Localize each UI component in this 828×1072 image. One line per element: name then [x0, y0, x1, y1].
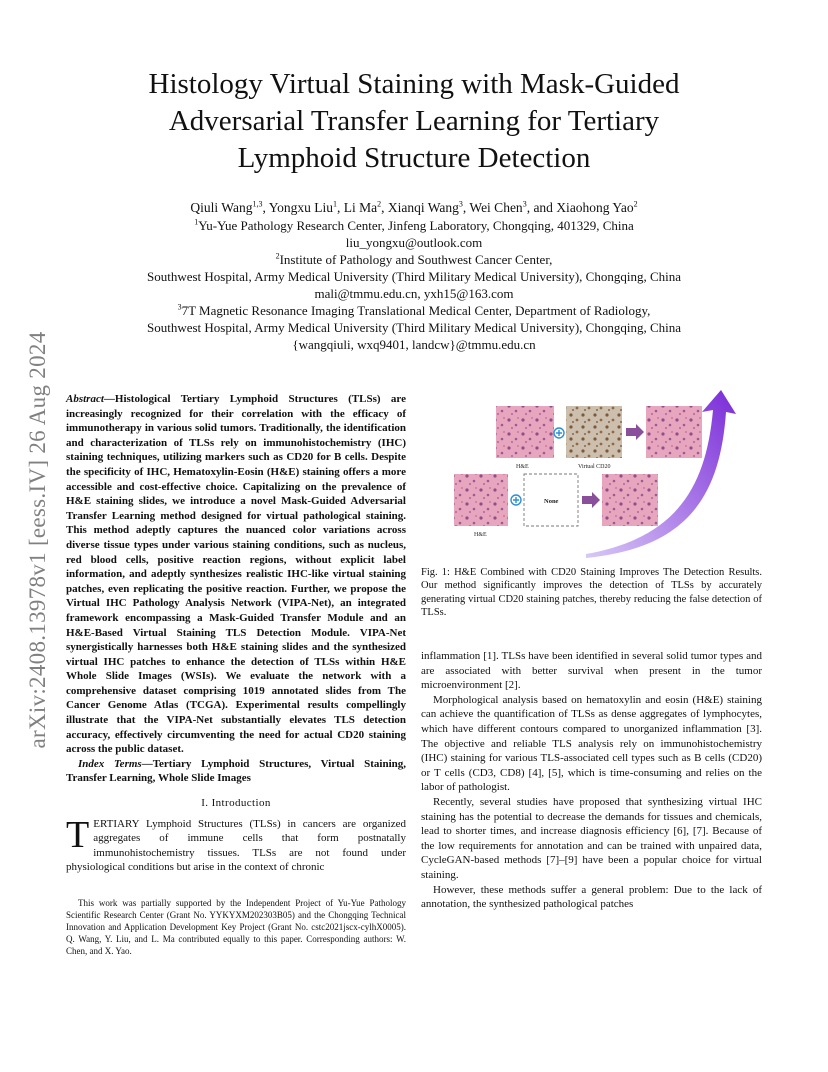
author-affiliation-mark: 3: [522, 199, 527, 209]
body-paragraph: Recently, several studies have proposed that synthesizing virtual IHC staining has the potential to decrease the demands for tissues and chemicals, lead to shorter times, and increase diagnosis efficiency [6], [7]. Because of the low requirements for annotation and can be trained with unpaired data, CycleGAN-based methods [7]–[9] have been a popular choice for virtual staining.: [421, 795, 762, 881]
section-heading-introduction: I. Introduction: [201, 797, 271, 810]
virtual-cd20-patch: [566, 406, 622, 458]
author-affiliation-mark: 1: [332, 199, 337, 209]
right-column: [421, 649, 762, 912]
he-patch-bottom: [454, 474, 508, 526]
figure-label: H&E: [516, 464, 529, 470]
author-name: Qiuli Wang: [190, 200, 253, 215]
email-line: liu_yongxu@outlook.com: [345, 235, 483, 250]
arxiv-side-stamp: [8, 300, 68, 780]
index-terms: [66, 757, 406, 786]
author-name: Xiaohong Yao: [556, 200, 634, 215]
author-name: Yongxu Liu: [268, 200, 333, 215]
arrow-icon: [582, 492, 600, 508]
figure-1-graphic: [436, 388, 766, 558]
title-line: Lymphoid Structure Detection: [237, 142, 591, 174]
affiliation-line: $^1$Yu-Yue Pathology Research Center, Jinfeng Laboratory, Chongqing, 401329, China: [194, 217, 634, 233]
title-line: Histology Virtual Staining with Mask-Guided: [148, 68, 680, 100]
drop-cap: T: [66, 813, 90, 856]
email-line: {wangqiuli, wxq9401, landcw}@tmmu.edu.cn: [292, 337, 536, 352]
author-name: Li Ma: [343, 200, 378, 215]
result-patch-top: [646, 406, 702, 458]
author-affiliation-mark: 2: [633, 199, 638, 209]
intro-paragraph: [66, 813, 406, 875]
body-paragraph: inflammation [1]. TLSs have been identified in several solid tumor types and are associated with better survival when present in the tumor microenvironment [2].: [421, 650, 762, 692]
figure-1: [436, 388, 766, 558]
author-name: Wei Chen: [469, 200, 523, 215]
author-list: Qiuli Wang$^{1,3}$, Yongxu Liu$^1$, Li Ma$^2$, Xianqi Wang$^3$, Wei Chen$^3$, and Xiaohong Yao$^2$: [190, 199, 638, 215]
arrow-icon: [626, 424, 644, 440]
figure-1-caption: Fig. 1: H&E Combined with CD20 Staining Improves The Detection Results. Our method significantly improves the detection of TLSs by accurately generating virtual CD20 staining patches, thereby reducing the false detection of TLSs.: [421, 567, 762, 619]
left-column: [66, 392, 406, 957]
affiliation-line: Southwest Hospital, Army Medical University (Third Military Medical University), Chongqing, China: [146, 320, 681, 335]
body-paragraph: However, these methods suffer a general problem: Due to the lack of annotation, the synthesized pathological patches: [421, 883, 762, 911]
arxiv-identifier: arXiv:2408.13978v1 [eess.IV] 26 Aug 2024: [25, 331, 50, 749]
index-terms-text: —Tertiary Lymphoid Structures, Virtual Staining, Transfer Learning, Whole Slide Images: [66, 757, 406, 785]
author-affiliation-mark: 1,3: [252, 199, 263, 209]
funding-footnote: This work was partially supported by the Independent Project of Yu-Yue Pathology Scientific Research Center (Grant No. YYKYXM202303B05) and the Chongqing Technical Innovation and Application Development Key Project (Grant No. cstc2021jscx-cylhX0005). Q. Wang, Y. Liu, and L. Ma contributed equally to this paper. Corresponding authors: W. Chen, and X. Yao.: [66, 898, 406, 956]
affiliation-line: Southwest Hospital, Army Medical University (Third Military Medical University), Chongqing, China: [146, 269, 681, 284]
author-block: [100, 199, 728, 353]
affiliation-line: $^2$Institute of Pathology and Southwest Cancer Center,: [275, 251, 553, 267]
figure-label: H&E: [474, 532, 487, 538]
email-line: mali@tmmu.edu.cn, yxh15@163.com: [314, 286, 514, 301]
figure-label: None: [544, 498, 559, 505]
index-terms-label: Index Terms: [78, 757, 142, 770]
affiliation-line: $^3$7T Magnetic Resonance Imaging Translational Medical Center, Department of Radiology,: [177, 302, 651, 318]
figure-label: Virtual CD20: [578, 464, 611, 470]
intro-text: ERTIARY Lymphoid Structures (TLSs) in cancers are organized aggregates of immune cells that form postnatally immunohistochemistry tissues. TLSs are not found under physiological conditions but arise in the context of chronic: [66, 817, 406, 874]
paper-title: [100, 66, 728, 177]
title-line: Adversarial Transfer Learning for Tertiary: [168, 105, 660, 137]
he-patch-top: [496, 406, 554, 458]
abstract-label: Abstract: [66, 393, 104, 405]
abstract-text: —Histological Tertiary Lymphoid Structures (TLSs) are increasingly recognized for their correlation with the efficacy of immunotherapy in various solid tumors. Traditionally, the identification and characterization of TLSs rely on immunohistochemistry (IHC) staining techniques, utilizing markers such as CD20 for B cells. Despite the specificity of IHC, Hematoxylin-Eosin (H&E) staining offers a more accessible and cost-effective choice. Capitalizing on the prevalence of H&E staining slides, we introduce a novel Mask-Guided Adversarial Transfer Learning method designed for virtual pathological staining. This method adeptly captures the nuanced color variations across diverse tissue types under various staining conditions, such as nucleus, red blood cells, positive reaction regions, without explicit label information, and adeptly synthesizes realistic IHC-like virtual staining patches, even replicating the positive reaction. Further, we propose the Virtual IHC Pathology Analysis Network (VIPA-Net), an integrated framework encompassing a Mask-Guided Transfer Module and an H&E-Based Virtual Staining TLS Detection Module. VIPA-Net synergistically harnesses both H&E staining slides and the synthesized virtual IHC patches to enhance the detection of TLSs within H&E Whole Slide Images (WSIs). We evaluate the network with a comprehensive dataset comprising 1019 annotated slides from The Cancer Genome Atlas (TCGA). Experimental results compellingly illustrate that the VIPA-Net substantially elevates TLS detection accuracy, effectively circumventing the need for actual CD20 staining across the public dataset.: [66, 393, 406, 756]
body-paragraph: Morphological analysis based on hematoxylin and eosin (H&E) staining can achieve the quantification of TLSs as dense aggregates of lymphocytes, which have different contours compared to unorganized inflammation [3]. The objective and reliable TLS analysis rely on immunohistochemistry (IHC) staining for various TLS-associated cell types such as B cells (CD20) or T cells (CD3, CD8) [4], [5], which is time-consuming and relies on the labor of pathologist.: [421, 693, 762, 794]
result-patch-bottom: [602, 474, 658, 526]
author-name: Xianqi Wang: [387, 200, 459, 215]
author-affiliation-mark: 3: [458, 199, 463, 209]
abstract: [66, 392, 406, 757]
author-affiliation-mark: 2: [377, 199, 382, 209]
